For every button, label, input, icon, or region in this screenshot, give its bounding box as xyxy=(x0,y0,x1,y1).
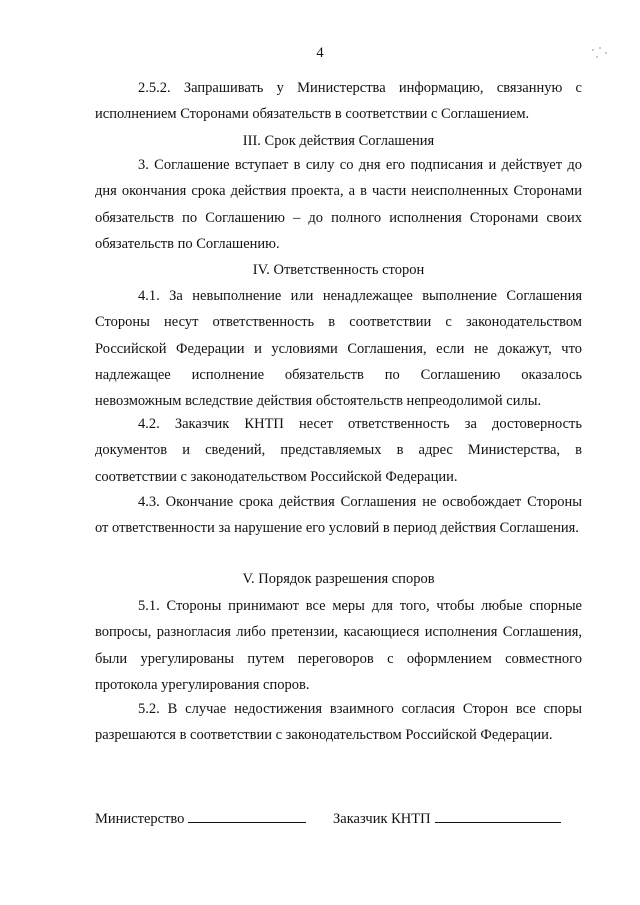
clause-4-1 xyxy=(95,283,582,414)
paragraph-3: 3. Соглашение вступает в силу со дня его подписания и действует до дня окончания срока действия проекта, а в части неисполненных Сторонами обязательств по Соглашению – до полного исполнения Сторонами своих обязательств по Соглашению. xyxy=(95,157,582,252)
ministry-signature-label: Министерство xyxy=(95,811,185,827)
clause-5-1 xyxy=(95,593,582,698)
customer-signature-label: Заказчик КНТП xyxy=(333,811,431,827)
section-5 xyxy=(95,566,582,592)
section-4 xyxy=(95,257,582,283)
section-3 xyxy=(95,128,582,154)
signature-block xyxy=(95,806,582,832)
paragraph-4-2: 4.2. Заказчик КНТП несет ответственность за достоверность документов и сведений, представляемых в адрес Министерства, в соответствии с законодательством Российской Федерации. xyxy=(95,416,582,485)
clause-4-3 xyxy=(95,489,582,542)
ministry-signature-line xyxy=(188,810,306,823)
paragraph-4-1: 4.1. За невыполнение или ненадлежащее выполнение Соглашения Стороны несут ответственность в соответствии с законодательством Российской Федерации и условиями Соглашения, если не докажут, что надлежащее исполнение обязательств по Соглашению оказалось невозможным вследствие действия обстоятельств непреодолимой силы. xyxy=(95,288,582,410)
page-number: 4 xyxy=(316,45,324,61)
section-heading-5: V. Порядок разрешения споров xyxy=(242,571,435,587)
paragraph-2-5-2: 2.5.2. Запрашивать у Министерства информацию, связанную с исполнением Сторонами обязательств в соответствии с Соглашением. xyxy=(95,80,582,123)
paragraph-5-2: 5.2. В случае недостижения взаимного согласия Сторон все споры разрешаются в соответствии с законодательством Российской Федерации. xyxy=(95,701,582,744)
scan-speckle xyxy=(590,46,612,60)
ministry-signature xyxy=(95,806,306,832)
clause-4-2 xyxy=(95,411,582,490)
clause-2-5-2 xyxy=(95,75,582,128)
paragraph-5-1: 5.1. Стороны принимают все меры для того, чтобы любые спорные вопросы, разногласия либо претензии, касающиеся исполнения Соглашения, были урегулированы путем переговоров с оформлением совместного протокола урегулирования споров. xyxy=(95,598,582,693)
customer-signature-line xyxy=(435,810,561,823)
clause-3 xyxy=(95,152,582,257)
paragraph-4-3: 4.3. Окончание срока действия Соглашения не освобождает Стороны от ответственности за нарушение его условий в период действия Соглашения. xyxy=(95,494,582,537)
customer-signature xyxy=(333,806,561,832)
section-heading-3: III. Срок действия Соглашения xyxy=(242,133,435,149)
clause-5-2 xyxy=(95,696,582,749)
section-heading-4: IV. Ответственность сторон xyxy=(252,262,425,278)
